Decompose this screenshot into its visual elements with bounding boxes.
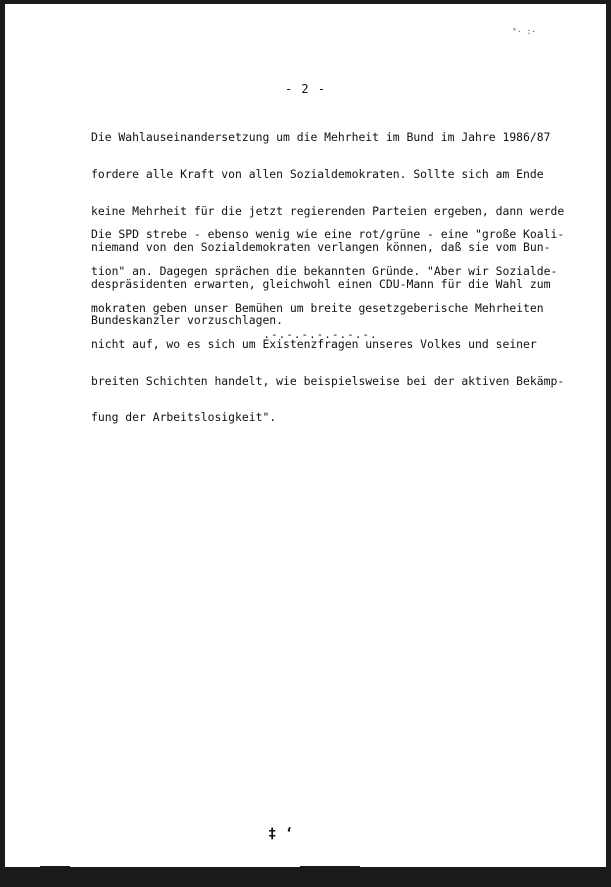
scan-speck xyxy=(300,866,360,869)
scan-bottom-edge xyxy=(0,867,611,887)
paragraph-2 xyxy=(91,203,565,436)
text-line: Die SPD strebe - ebenso wenig wie eine rot/grüne - eine "große Koali- xyxy=(91,227,565,242)
scan-top-edge xyxy=(0,0,611,4)
page-number: - 2 - xyxy=(284,82,327,96)
text-line: keine Mehrheit für die jetzt regierenden Parteien ergeben, dann werde xyxy=(91,203,565,218)
text-line: Bundeskanzler vorzuschlagen. xyxy=(91,313,284,328)
text-line: tion" an. Dagegen sprächen die bekannten Gründe. "Aber wir Sozialde- xyxy=(91,264,558,278)
section-separator: .-.-.-.-.-.-.-. xyxy=(263,328,378,341)
text-line: fung der Arbeitslosigkeit". xyxy=(91,410,277,425)
text-line: nicht auf, wo es sich um Existenzfragen unseres Volkes und seiner xyxy=(91,337,537,352)
footer-mark: ‡ ʻ xyxy=(268,826,294,842)
text-line: mokraten geben unser Bemühen um breite gesetzgeberische Mehrheiten xyxy=(91,300,544,315)
text-line: niemand von den Sozialdemokraten verlangen können, daß sie vom Bun- xyxy=(91,240,551,255)
text-line: fordere alle Kraft von allen Sozialdemokraten. Sollte sich am Ende xyxy=(91,167,544,181)
text-line: despräsidenten erwarten, gleichwohl einen CDU-Mann für die Wahl zum xyxy=(91,276,551,291)
corner-mark: °· :· xyxy=(512,27,537,36)
text-line: Die Wahlauseinandersetzung um die Mehrheit im Bund im Jahre 1986/87 xyxy=(91,130,551,145)
text-line: breiten Schichten handelt, wie beispielsweise bei der aktiven Bekämp- xyxy=(91,373,565,388)
scan-speck xyxy=(40,866,70,869)
